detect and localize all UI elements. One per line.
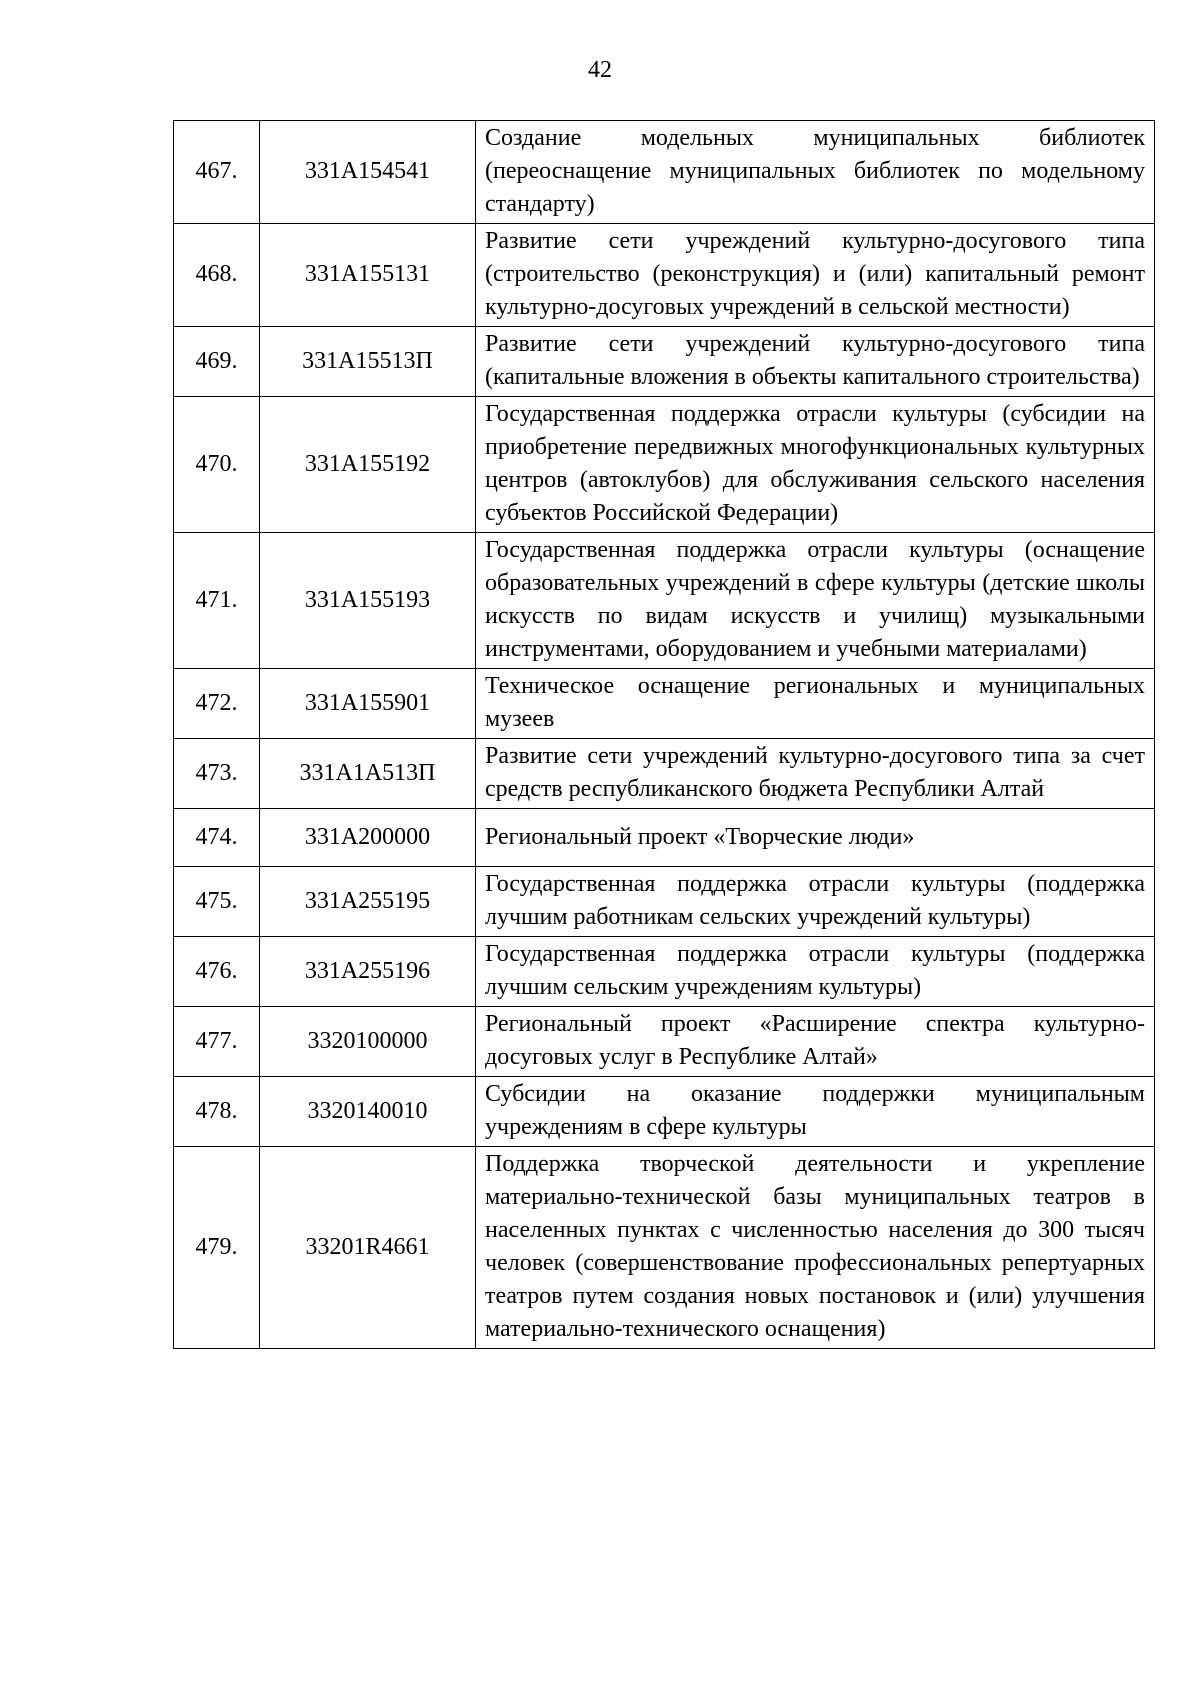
target-article-name: Развитие сети учреждений культурно-досугового типа (строительство (реконструкция) и (или) капитальный ремонт культурно-досуговых учреждений в сельской местности) [476,224,1155,327]
row-number: 468. [174,224,260,327]
table-row [174,1147,1155,1349]
table-row [174,121,1155,224]
row-number: 472. [174,669,260,739]
table-row [174,739,1155,809]
table-row [174,867,1155,937]
page-number: 42 [588,57,612,83]
row-number: 471. [174,533,260,669]
target-article-name: Государственная поддержка отрасли культуры (субсидии на приобретение передвижных многофункциональных культурных центров (автоклубов) для обслуживания сельского населения субъектов Российской Федерации) [476,397,1155,533]
row-number: 478. [174,1077,260,1147]
target-article-code: 33201R4661 [260,1147,476,1349]
target-article-code: 3320100000 [260,1007,476,1077]
target-article-name: Субсидии на оказание поддержки муниципальным учреждениям в сфере культуры [476,1077,1155,1147]
row-number: 473. [174,739,260,809]
target-article-code: 331A155901 [260,669,476,739]
target-article-code: 331A1A513П [260,739,476,809]
row-number: 475. [174,867,260,937]
row-number: 477. [174,1007,260,1077]
row-number: 476. [174,937,260,1007]
target-article-code: 331A255195 [260,867,476,937]
table-row [174,397,1155,533]
target-article-name: Техническое оснащение региональных и муниципальных музеев [476,669,1155,739]
target-article-name: Государственная поддержка отрасли культуры (оснащение образовательных учреждений в сфере культуры (детские школы искусств по видам искусств и училищ) музыкальными инструментами, оборудованием и учебными материалами) [476,533,1155,669]
target-article-name: Государственная поддержка отрасли культуры (поддержка лучшим сельским учреждениям культуры) [476,937,1155,1007]
row-number: 474. [174,809,260,867]
table-row [174,937,1155,1007]
row-number: 469. [174,327,260,397]
row-number: 467. [174,121,260,224]
target-article-name: Региональный проект «Расширение спектра культурно-досуговых услуг в Республике Алтай» [476,1007,1155,1077]
table-row [174,533,1155,669]
target-article-code: 331A155192 [260,397,476,533]
table-row [174,1007,1155,1077]
table-row [174,809,1155,867]
target-article-code: 331A255196 [260,937,476,1007]
row-number: 470. [174,397,260,533]
target-article-name: Региональный проект «Творческие люди» [476,809,1155,867]
target-article-name: Поддержка творческой деятельности и укрепление материально-технической базы муниципальных театров в населенных пунктах с численностью населения до 300 тысяч человек (совершенствование профессиональных репертуарных театров путем создания новых постановок и (или) улучшения материально-технического оснащения) [476,1147,1155,1349]
budget-classification-table [173,120,1155,1349]
table-row [174,327,1155,397]
target-article-code: 331A155193 [260,533,476,669]
target-article-name: Создание модельных муниципальных библиотек (переоснащение муниципальных библиотек по модельному стандарту) [476,121,1155,224]
target-article-name: Развитие сети учреждений культурно-досугового типа (капитальные вложения в объекты капитального строительства) [476,327,1155,397]
table-row [174,669,1155,739]
table-row [174,224,1155,327]
target-article-name: Государственная поддержка отрасли культуры (поддержка лучшим работникам сельских учреждений культуры) [476,867,1155,937]
target-article-code: 331A200000 [260,809,476,867]
table-row [174,1077,1155,1147]
target-article-code: 331A154541 [260,121,476,224]
target-article-code: 3320140010 [260,1077,476,1147]
target-article-name: Развитие сети учреждений культурно-досугового типа за счет средств республиканского бюджета Республики Алтай [476,739,1155,809]
target-article-code: 331A155131 [260,224,476,327]
target-article-code: 331A15513П [260,327,476,397]
row-number: 479. [174,1147,260,1349]
